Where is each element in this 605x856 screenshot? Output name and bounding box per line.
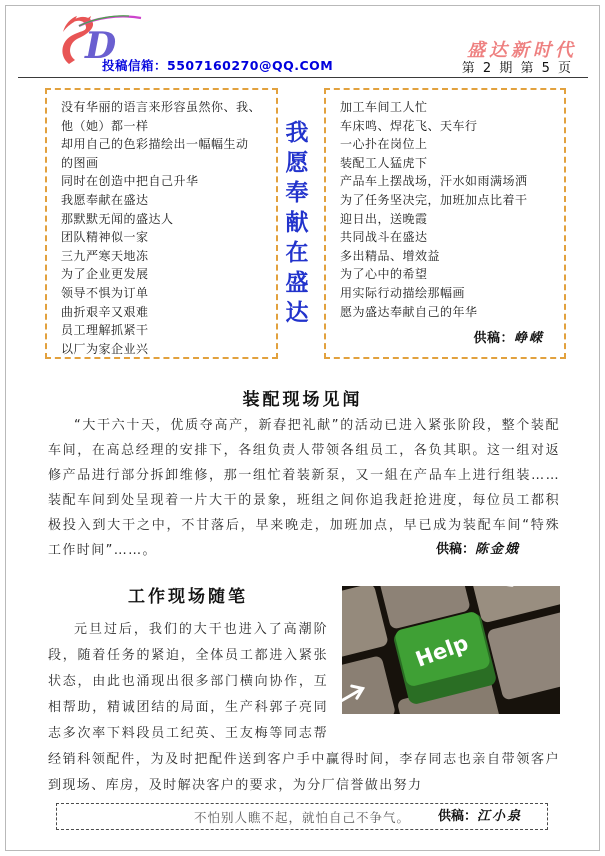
left-poem-box — [45, 88, 278, 359]
header-divider — [18, 77, 588, 78]
poem-contributor — [340, 330, 552, 349]
article2-title: 工作现场随笔 — [128, 587, 248, 607]
poem-line: 迎日出，送晚霞 — [340, 211, 428, 226]
poem-line: 三九严寒天地冻 — [61, 248, 149, 263]
poem-line: 用实际行动描绘那幅画 — [340, 285, 466, 300]
poem-line: 团队精神似一家 — [61, 230, 149, 245]
poem-line: 为了企业更发展 — [61, 267, 149, 282]
poem-line: 同时在创造中把自己升华 — [61, 174, 199, 189]
contributor-name: 江小泉 — [476, 809, 522, 824]
poem-line: 他（她）都一样 — [61, 118, 149, 133]
poem-line: 员工理解抓紧干 — [61, 323, 149, 338]
article1-body: “大干六十天，优质夺高产，新春把礼献”的活动已进入紧张阶段，整个装配车间，在高总经理的安排下，各组负责人带领各组员工，各负其职。这一组对返修产品进行部分拆卸维修，那一组忙着装新泵，又一組在产品车上进行组装……装配车间到处呈现着一片大干的景象，班组之间你追我赶抢进度，每位员工都积极投入到大干之中，不甘落后，早来晚走，加班加点，早已成为装配车间“特殊工作时间”……。 — [48, 418, 560, 558]
poem-line: 为了心中的希望 — [340, 267, 428, 282]
help-key-label: Help — [412, 630, 472, 672]
poem-line: 以厂为家企业兴 — [61, 341, 149, 356]
article1-title: 装配现场见闻 — [242, 390, 363, 410]
poem-line: 没有华丽的语言来形容虽然你、我、 — [61, 100, 262, 114]
poem-line: 多出精品、增效益 — [340, 248, 441, 263]
article1-contributor — [436, 538, 520, 557]
contributor-name: 陈金娥 — [474, 542, 520, 557]
footer-quote-box — [56, 803, 548, 830]
poem-line: 加工车间工人忙 — [340, 100, 428, 114]
poem-line: 车床鸣、焊花飞、天车行 — [340, 118, 478, 133]
vertical-slogan: 我愿奉献在盛达 — [285, 120, 309, 326]
footer-quote: 不怕别人瞧不起，就怕自己不争气。 — [193, 809, 410, 825]
poem-line: 的图画 — [61, 155, 99, 170]
poem-line: 领导不惧为订单 — [61, 285, 149, 300]
poem-line: 产品车上摆战场，汗水如雨满场洒 — [340, 174, 528, 189]
issue-page-number: 第 2 期 第 5 页 — [461, 61, 573, 76]
article2-section — [48, 582, 560, 824]
poem-line: 愿为盛达奉献自己的年华 — [340, 304, 478, 319]
svg-text:D: D — [85, 25, 117, 67]
poem-line: 共同战斗在盛达 — [340, 230, 428, 245]
poem-line: 我愿奉献在盛达 — [61, 192, 149, 207]
help-key-photo — [342, 586, 560, 714]
article2-body: 元旦过后，我们的大干也进入了高潮阶段，随着任务的紧迫，全体员工都进入紧张状态，由此也涌现出很多部门横向协作，互相帮助，精诚团结的局面，生产科郭子亮同志多次率下料段员工纪英、王友梅等同志帮经销科领配件，为及时把配件送到客户手中赢得时间，李存同志也亲自带领客户到现场、库房，及时解决客户的要求，为分厂信誉做出努力 — [48, 622, 560, 793]
masthead-title: 盛达新时代 — [467, 40, 577, 61]
poem-line: 一心扑在岗位上 — [340, 137, 428, 152]
poem-line: 装配工人猛虎下 — [340, 155, 428, 170]
right-poem-box — [324, 88, 566, 359]
contributor-name: 峥嵘 — [513, 331, 544, 347]
poem-line: 却用自己的色彩描绘出一幅幅生动 — [61, 137, 249, 152]
submission-email: 投稿信箱：5507160270@QQ.COM — [102, 58, 334, 73]
poem-line: 那默默无闻的盛达人 — [61, 211, 174, 226]
poem-line: 曲折艰辛又艰难 — [61, 304, 149, 319]
poem-line: 为了任务坚决完，加班加点比着干 — [340, 192, 528, 207]
contributor-label: 供稿： — [435, 542, 475, 557]
contributor-label: 供稿： — [437, 809, 477, 824]
contributor-label: 供稿： — [473, 331, 514, 347]
